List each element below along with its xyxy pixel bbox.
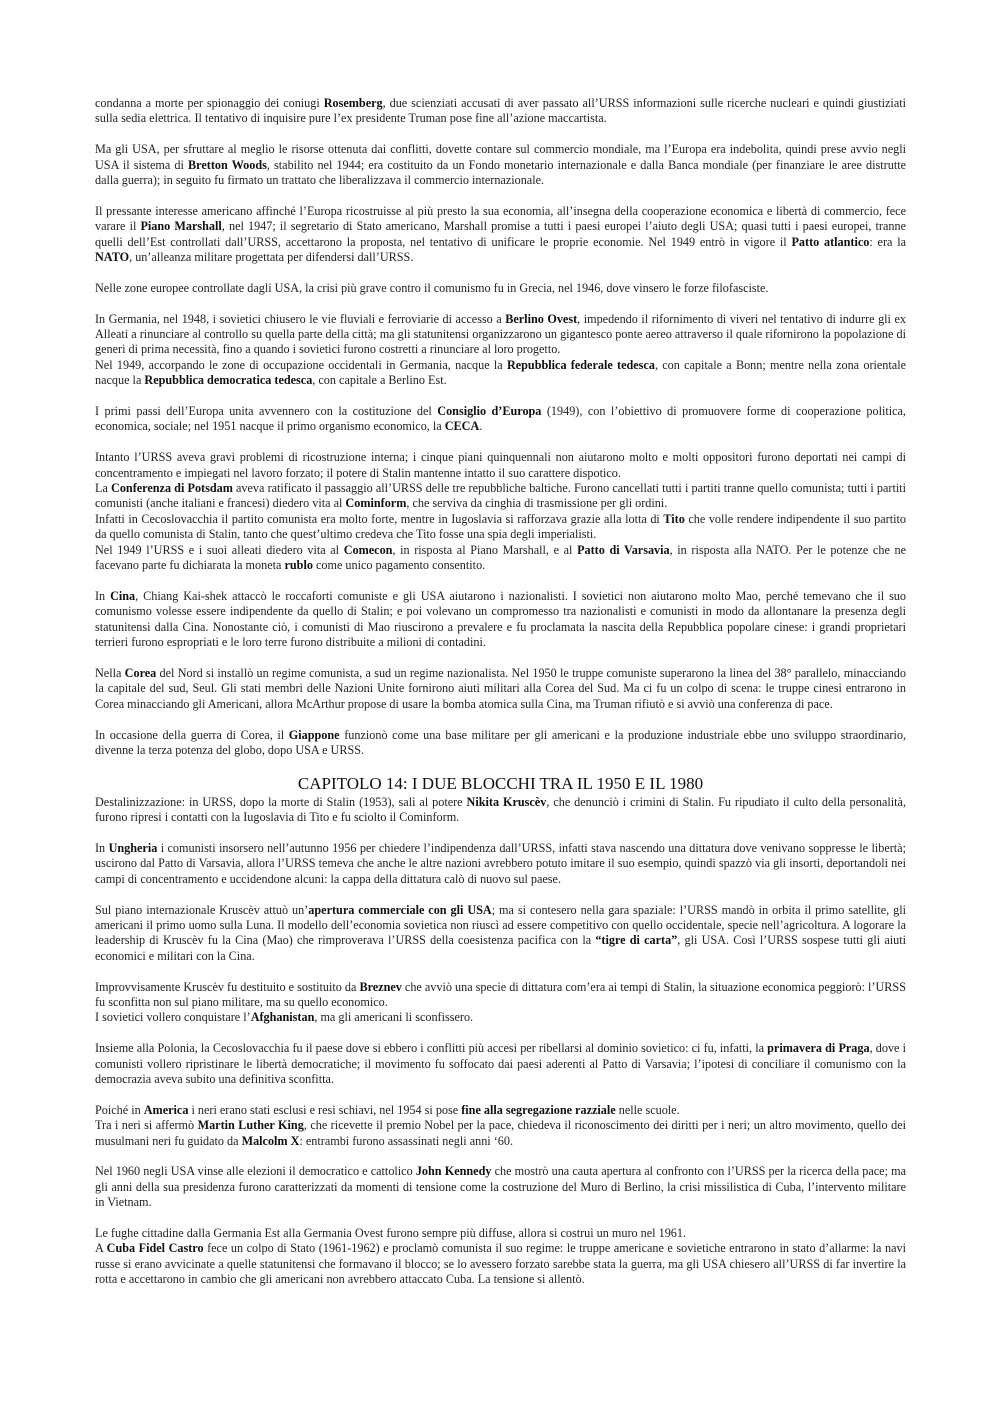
paragraph-line — [95, 1118, 906, 1149]
paragraph-line — [95, 281, 906, 296]
bold-term: Cina — [110, 588, 136, 603]
text-run: , stabilito nel 1944; era costituito da un Fondo monetario internazionale e dalla Banca mondiale (per finanziare le aree distrutte dalla guerra); in seguito fu firmato un trattato che liberalizzava il commercio internazionale. — [95, 157, 906, 188]
paragraph — [95, 666, 906, 712]
text-run: , due scienziati accusati di aver passato all’URSS informazioni sulle ricerche nucleari e quindi giustiziati sulla sedia elettrica. Il tentativo di inquisire pure l’ex presidente Truman pose fine all’azione maccartista. — [95, 96, 906, 126]
bold-term: CECA — [444, 419, 480, 434]
paragraph-line — [95, 1241, 906, 1287]
text-run: come unico pagamento consentito. — [312, 558, 486, 573]
text-run: Intanto l’URSS aveva gravi problemi di ricostruzione interna; i cinque piani quinquennali non aiutarono molto e molti oppositori furono deportati nei campi di concentramento e impiegati nel lavoro forzato; il potere di Stalin mantenne intatto il suo carattere dispotico. — [95, 450, 906, 480]
text-run: condanna a morte per spionaggio dei coniugi — [95, 96, 324, 110]
bold-term: “tigre di carta” — [595, 933, 678, 948]
text-run: che mostrò una cauta apertura al confronto con l’URSS per la ricerca della pace; ma gli anni della sua presidenza furono caratterizzati da momenti di tensione come la costruzione del Muro di Berlino, la crisi missilistica di Cuba, l’intervento militare in Vietnam. — [95, 1164, 906, 1210]
paragraph — [95, 1041, 906, 1087]
text-run: In Germania, nel 1948, i sovietici chiusero le vie fluviali e ferroviarie di accesso a — [95, 311, 506, 326]
bold-term: fine alla segregazione razziale — [461, 1102, 616, 1117]
text-run: Ma gli USA, per sfruttare al meglio le risorse ottenuta dai conflitti, dovette contare sul commercio mondiale, ma l’Europa era indebolita, quindi prese avvio negli USA il sistema di — [95, 142, 906, 172]
paragraph-line — [95, 204, 906, 266]
bold-term: Bretton Woods — [188, 157, 267, 172]
paragraph-line — [95, 543, 906, 574]
text-run: A — [95, 1241, 107, 1256]
text-run: Nel 1960 negli USA vinse alle elezioni il democratico e cattolico — [95, 1164, 416, 1179]
text-run: aveva ratificato il passaggio all’URSS delle tre repubbliche baltiche. Furono cancellati tutti i partiti tranne quello comunista; tutti i partiti comunisti (anche italiani e francesi) diedero vita al — [95, 481, 906, 511]
text-run: che volle rendere indipendente il suo partito da quello comunista di Stalin, tanto che quest’ultimo credeva che Tito fosse una spia degli imperialisti. — [95, 511, 906, 542]
bold-term: primavera di Praga — [767, 1041, 870, 1056]
text-run: , che ricevette il premio Nobel per la pace, chiedeva il riconoscimento dei diritti per i neri; un altro movimento, quello dei musulmani neri fu guidato da — [95, 1118, 907, 1148]
paragraph-line — [95, 841, 906, 887]
text-run: , in risposta alla NATO. Per le potenze che ne facevano parte fu dichiarata la moneta — [95, 542, 906, 573]
paragraph-line — [95, 903, 906, 965]
paragraph — [95, 1226, 906, 1288]
paragraph — [95, 728, 906, 759]
text-run: , che denunciò i crimini di Stalin. Fu ripudiato il culto della personalità, furono ripresi i contatti con la Iugoslavia di Tito e fu sciolto il Cominform. — [95, 794, 907, 825]
text-run: Tra i neri si affermò — [95, 1118, 198, 1133]
paragraph — [95, 980, 906, 1026]
paragraph — [95, 450, 906, 573]
bold-term: Cuba Fidel Castro — [106, 1241, 204, 1256]
paragraph-line — [95, 450, 906, 481]
text-run: , ma gli americani li sconfissero. — [314, 1010, 474, 1025]
text-run: , nel 1947; il segretario di Stato americano, Marshall promise a tutti i paesi europei l’aiuto degli USA; quasi tutti i paesi europei, tranne quelli dell’Est controllati dall’URSS, accettarono la proposta, nel tentativo di unificare le proprie economie. Nel 1949 entrò in vigore il — [95, 219, 906, 249]
text-run: Infatti in Cecoslovacchia il partito comunista era molto forte, mentre in Iugoslavia si rafforzava grazie alla lotta di — [95, 511, 664, 526]
bold-term: America — [143, 1102, 189, 1117]
text-run: : era la — [869, 234, 907, 249]
text-run: . — [479, 419, 483, 434]
text-run: I primi passi dell’Europa unita avvennero con la costituzione del — [95, 404, 438, 419]
text-run: , dove i comunisti vollero ripristinare le libertà democratiche; il movimento fu soffocato dai paesi aderenti al Patto di Varsavia; l’ipotesi di conciliare il comunismo con la democrazia aveva subito una definitiva sconfitta. — [95, 1041, 906, 1086]
paragraph — [95, 795, 906, 826]
bold-term: Repubblica federale tedesca — [506, 357, 655, 372]
paragraph-line — [95, 404, 906, 435]
text-run: Nel 1949 l’URSS e i suoi alleati diedero vita al — [95, 542, 344, 557]
bold-term: Patto di Varsavia — [577, 542, 670, 557]
text-run: Il pressante interesse americano affinché l’Europa ricostruisse al più presto la sua economia, all’insegna della cooperazione economica e libertà di commercio, fece varare il — [95, 203, 906, 234]
paragraph-line — [95, 358, 906, 389]
bold-term: Conferenza di Potsdam — [111, 481, 233, 496]
text-run: Insieme alla Polonia, la Cecoslovacchia fu il paese dove si ebbero i conflitti più accesi per ribellarsi al dominio sovietico: ci fu, infatti, la — [95, 1041, 768, 1056]
bold-term: Repubblica democratica tedesca — [144, 373, 313, 388]
text-run: , in risposta al Piano Marshall, e al — [392, 542, 578, 557]
paragraph-line — [95, 795, 906, 826]
paragraph-line — [95, 728, 906, 759]
paragraph — [95, 589, 906, 651]
bold-term: John Kennedy — [415, 1164, 492, 1179]
bold-term: Corea — [124, 665, 157, 680]
paragraph-line — [95, 512, 906, 543]
paragraph-line — [95, 1041, 906, 1087]
text-run: In occasione della guerra di Corea, il — [95, 727, 289, 742]
text-run: che avviò una specie di dittatura com’era ai tempi di Stalin, la situazione economica peggiorò: l’URSS fu sconfitta non sul piano militare, ma su quello economico. — [95, 979, 906, 1009]
paragraph — [95, 142, 906, 188]
paragraph — [95, 1103, 906, 1149]
paragraph-line — [95, 1164, 906, 1210]
text-run: I sovietici vollero conquistare l’ — [95, 1010, 251, 1025]
bold-term: Berlino Ovest — [505, 311, 578, 326]
text-run: i comunisti insorsero nell’autunno 1956 per chiedere l’indipendenza dall’URSS, infatti stava nascendo una dittatura dove venivano soppresse le libertà; uscirono dal Patto di Varsavia, allora l’URSS temeva che anche le altre nazioni avrebbero potuto imitare il suo esempio, quindi spazzò via gli insorti, deportandoli nei campi di concentramento e uccidendone alcuni: la cappa della dittatura calò di nuovo sul paese. — [95, 840, 906, 886]
text-run: i neri erano stati esclusi e resi schiavi, nel 1954 si pose — [188, 1102, 462, 1117]
text-run: Nelle zone europee controllate dagli USA, la crisi più grave contro il comunismo fu in Grecia, nel 1946, dove vinsero le forze filofasciste. — [95, 280, 769, 295]
paragraph-line — [95, 1010, 906, 1025]
text-run: (1949), con l’obiettivo di promuovere forme di cooperazione politica, economica, sociale; nel 1951 nacque il primo organismo economico, la — [95, 404, 906, 434]
text-run: , con capitale a Berlino Est. — [312, 373, 447, 388]
bold-term: NATO — [95, 250, 130, 265]
text-run: Sul piano internazionale Kruscèv attuò un’ — [95, 902, 309, 917]
paragraph-line — [95, 1226, 906, 1241]
bold-term: rublo — [284, 558, 313, 573]
bold-term: Patto atlantico — [791, 234, 870, 249]
paragraph-line — [95, 1103, 906, 1118]
paragraph-line — [95, 666, 906, 712]
paragraph — [95, 1164, 906, 1210]
text-run: La — [95, 481, 112, 496]
paragraph — [95, 312, 906, 389]
paragraph-line — [95, 980, 906, 1011]
bold-term: Breznev — [359, 979, 402, 994]
text-run: ; ma si contesero nella gara spaziale: l’URSS mandò in orbita il primo satellite, gli americani il primo uomo sulla Luna. Il modello dell’economia sovietica non riuscì ad essere competitivo con quello occidentale, specie nell’agricoltura. A logorare la leadership di Kruscèv fu la Cina (Mao) che rimproverava l’URSS della coesistenza pacifica con la — [95, 902, 906, 948]
text-run: , impedendo il rifornimento di viveri nel tentativo di indurre gli ex Alleati a rinunciare al controllo su quella parte della città; ma gli statunitensi organizzarono un gigantesco ponte aereo attraverso il quale rifornirono la popolazione di generi di prima necessità, fino a quando i sovietici furono costretti a rinunciare al loro progetto. — [95, 311, 906, 357]
paragraph-line — [95, 96, 906, 127]
text-run: nelle scuole. — [615, 1102, 680, 1117]
text-run: fece un colpo di Stato (1961-1962) e proclamò comunista il suo regime: le truppe americane e sovietiche entrarono in stato d’allarme: la navi russe si erano avvicinate a quelle statunitensi che formavano il blocco; se lo avessero forzato sarebbe stata la guerra, ma gli USA chiesero all’URSS di far invertire la rotta e accettarono in cambio che gli americani non avrebbero attaccato Cuba. La tensione si allentò. — [95, 1241, 906, 1287]
text-run: , Chiang Kai-shek attaccò le roccaforti comuniste e gli USA aiutarono i nazionalisti. I sovietici non aiutarono molto Mao, perché temevano che il suo comunismo volesse essere indipendente da quello di Stalin; e poi volevano un compromesso tra nazionalisti e comunisti in modo da allontanare la presenza degli statunitensi dalla Cina. Nonostante ciò, i comunisti di Mao riuscirono a prevalere e fu proclamata la nascita della Repubblica popolare cinese: i grandi proprietari terrieri furono espropriati e le loro terre furono distribuite a milioni di contadini. — [95, 588, 906, 650]
paragraph-line — [95, 312, 906, 358]
text-run: Destalinizzazione: in URSS, dopo la morte di Stalin (1953), salì al potere — [95, 794, 467, 809]
bold-term: Cominform — [345, 496, 407, 511]
bold-term: Piano Marshall — [140, 219, 222, 234]
bold-term: Consiglio d’Europa — [437, 404, 542, 419]
text-run: del Nord si installò un regime comunista, a sud un regime nazionalista. Nel 1950 le truppe comuniste superarono la linea del 38° parallelo, minacciando la capitale del sud, Seul. Gli stati membri delle Nazioni Unite fornirono aiuti militari alla Corea del Sud. Ma ci fu un colpo di scena: le truppe cinesi entrarono in Corea minacciando gli Americani, allora McArthur propose di usare la bomba atomica sulla Cina, ma Truman rifiutò e si avviò una conferenza di pace. — [95, 665, 906, 711]
text-run: funzionò come una base militare per gli americani e la produzione industriale ebbe uno sviluppo straordinario, divenne la terza potenza del globo, dopo USA e URSS. — [95, 727, 906, 757]
paragraph — [95, 903, 906, 965]
bold-term: Martin Luther King — [197, 1118, 304, 1133]
text-run: , gli USA. Così l’URSS sospese tutti gli aiuti economici e militari con la Cina. — [95, 933, 906, 963]
bold-term: Ungheria — [108, 840, 158, 855]
paragraph — [95, 404, 906, 435]
text-run: , che serviva da cinghia di trasmissione per gli ordini. — [406, 496, 668, 511]
paragraph — [95, 841, 906, 887]
paragraph — [95, 96, 906, 127]
text-section-chapter-14 — [95, 795, 906, 1288]
text-section-before-chapter — [95, 96, 906, 758]
bold-term: Giappone — [288, 727, 340, 742]
bold-term: Rosemberg — [323, 96, 383, 110]
text-run: Le fughe cittadine dalla Germania Est alla Germania Ovest furono sempre più diffuse, allora si costruì un muro nel 1961. — [95, 1225, 687, 1240]
bold-term: apertura commerciale con gli USA — [308, 902, 492, 917]
chapter-title: CAPITOLO 14: I DUE BLOCCHI TRA IL 1950 E IL 1980 — [297, 773, 704, 793]
bold-term: Afghanistan — [250, 1010, 315, 1025]
bold-term: Nikita Kruscèv — [466, 794, 547, 809]
text-run: Nel 1949, accorpando le zone di occupazione occidentali in Germania, nacque la — [95, 357, 507, 372]
text-run: Poiché in — [95, 1102, 144, 1117]
text-run: Nella — [95, 665, 125, 680]
paragraph-line — [95, 142, 906, 188]
bold-term: Comecon — [343, 542, 393, 557]
paragraph — [95, 204, 906, 266]
text-run: Improvvisamente Kruscèv fu destituito e sostituito da — [95, 979, 360, 994]
bold-term: Tito — [663, 511, 685, 526]
text-run: In — [95, 588, 111, 603]
paragraph-line — [95, 481, 906, 512]
paragraph-line — [95, 589, 906, 651]
text-run: : entrambi furono assassinati negli anni ‘60. — [299, 1133, 514, 1148]
text-run: , un’alleanza militare progettata per difendersi dall’URSS. — [129, 250, 414, 265]
text-run: , con capitale a Bonn; mentre nella zona orientale nacque la — [95, 357, 906, 388]
text-run: In — [95, 840, 109, 855]
bold-term: Malcolm X — [241, 1133, 300, 1148]
paragraph — [95, 281, 906, 296]
